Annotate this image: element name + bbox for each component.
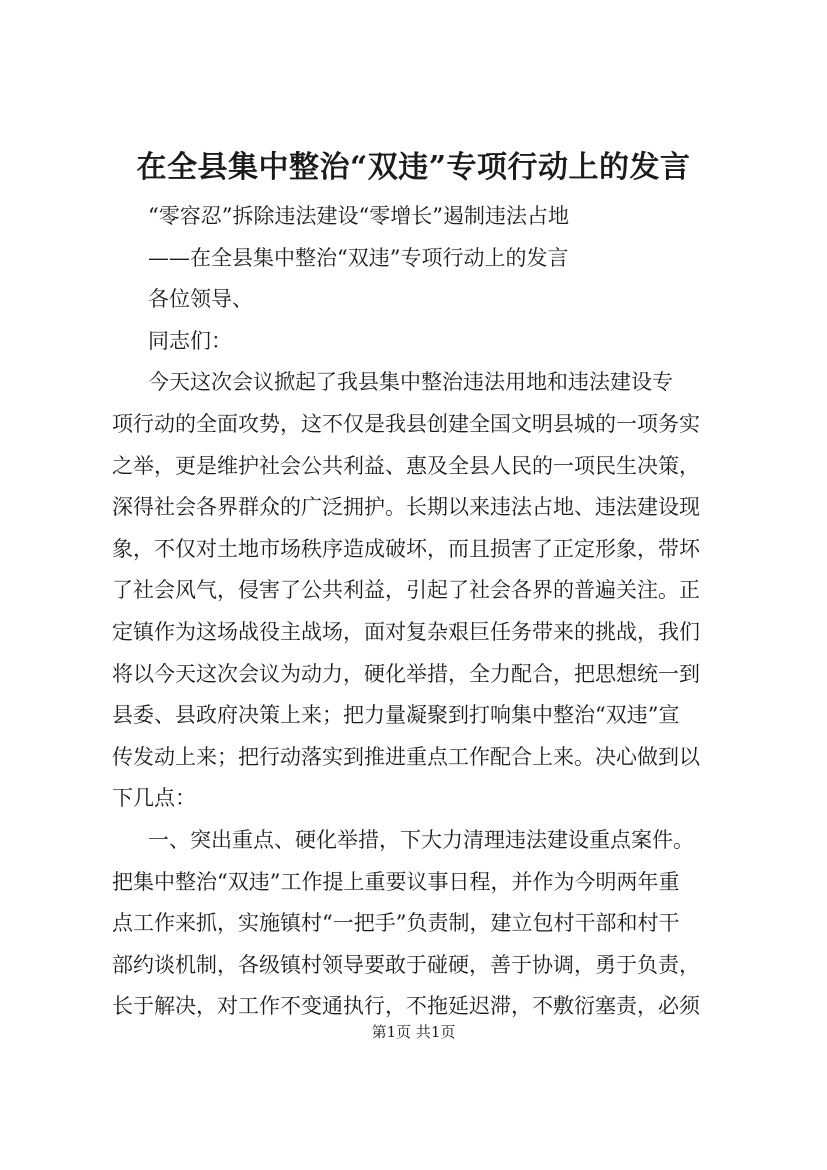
- paragraph-line: 下几点：: [112, 786, 196, 811]
- paragraph-line: 了社会风气，侵害了公共利益，引起了社会各界的普遍关注。正: [112, 578, 700, 603]
- paragraph-line: 传发动上来；把行动落实到推进重点工作配合上来。决心做到以: [112, 744, 700, 769]
- salutation-leaders: 各位领导、: [148, 287, 253, 312]
- paragraph-line: 长于解决，对工作不变通执行，不拖延迟滞，不敷衍塞责，必须: [112, 994, 700, 1019]
- paragraph-2: [112, 820, 722, 1028]
- document-body: [112, 196, 722, 1028]
- paragraph-line: 深得社会各界群众的广泛拥护。长期以来违法占地、违法建设现: [112, 495, 700, 520]
- paragraph-line: 项行动的全面攻势，这不仅是我县创建全国文明县城的一项务实: [112, 411, 700, 436]
- paragraph-line: 一、突出重点、硬化举措，下大力清理违法建设重点案件。: [148, 827, 694, 852]
- document-subtitle-secondary: ——在全县集中整治“双违”专项行动上的发言: [148, 245, 569, 270]
- document-subtitle: “零容忍”拆除违法建设“零增长”遏制违法占地: [148, 204, 569, 228]
- paragraph-line: 部约谈机制，各级镇村领导要敢于碰硬，善于协调，勇于负责，: [112, 952, 700, 977]
- page-indicator: 第1页 共1页: [371, 1023, 456, 1041]
- salutation-comrades: 同志们：: [148, 328, 232, 353]
- paragraph-line: 点工作来抓，实施镇村“一把手”负责制，建立包村干部和村干: [112, 911, 680, 936]
- paragraph-line: 把集中整治“双违”工作提上重要议事日程，并作为今明两年重: [112, 869, 680, 894]
- paragraph-line: 象，不仅对土地市场秩序造成破坏，而且损害了正定形象，带坏: [112, 536, 700, 561]
- paragraph-line: 县委、县政府决策上来；把力量凝聚到打响集中整治“双违”宣: [112, 703, 680, 728]
- document-title: 在全县集中整治“双违”专项行动上的发言: [136, 150, 691, 185]
- paragraph-1: [112, 362, 722, 820]
- paragraph-line: 定镇作为这场战役主战场，面对复杂艰巨任务带来的挑战，我们: [112, 619, 700, 644]
- paragraph-line: 将以今天这次会议为动力，硬化举措，全力配合，把思想统一到: [112, 661, 700, 686]
- paragraph-line: 今天这次会议掀起了我县集中整治违法用地和违法建设专: [148, 370, 673, 395]
- paragraph-line: 之举，更是维护社会公共利益、惠及全县人民的一项民生决策，: [112, 453, 700, 478]
